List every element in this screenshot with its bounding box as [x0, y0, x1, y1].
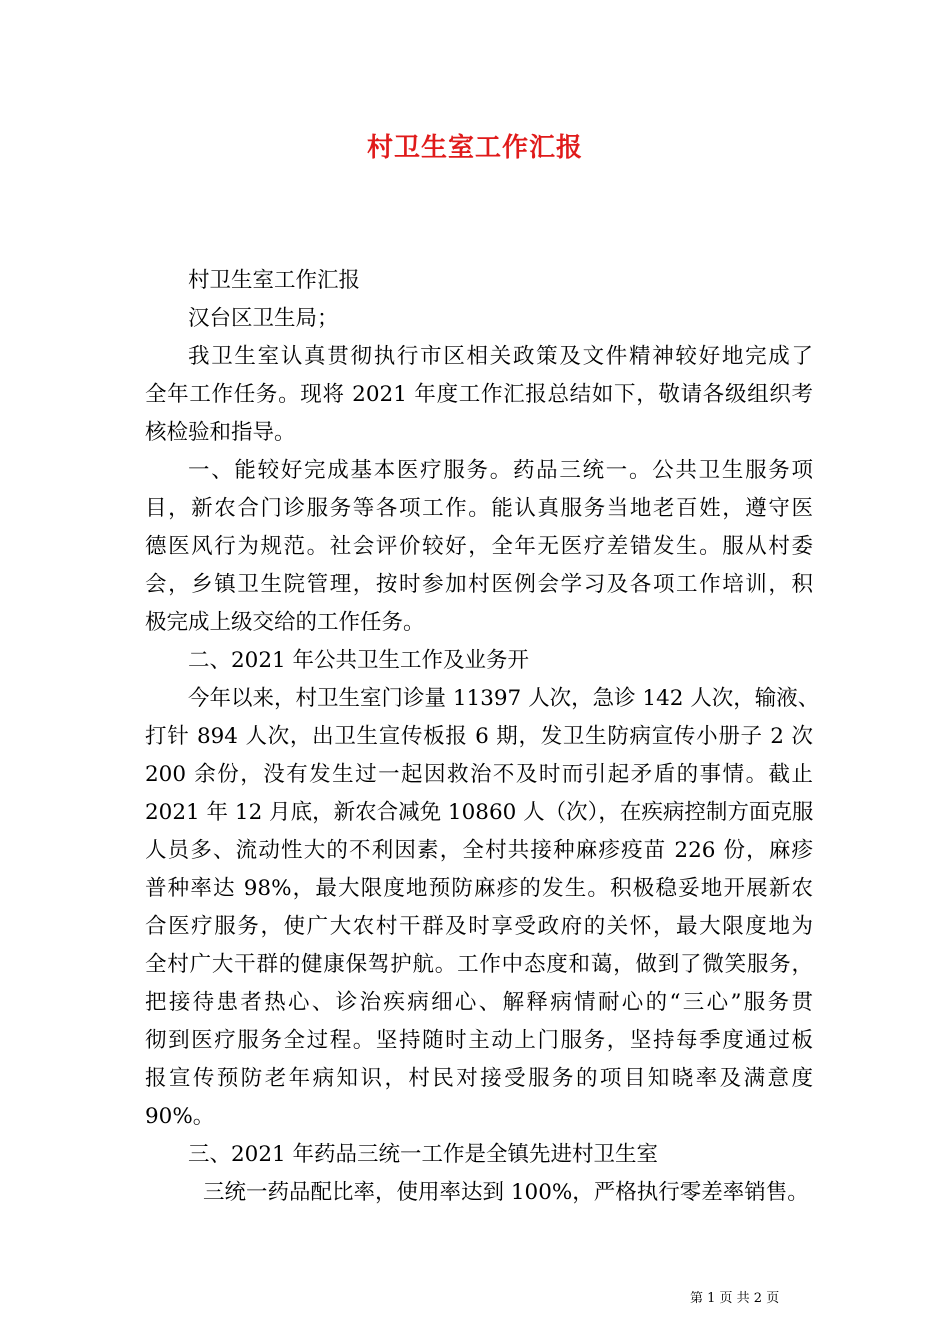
body-line: 我卫生室认真贯彻执行市区相关政策及文件精神较好地完成了: [188, 344, 813, 369]
body-line: 彻到医疗服务全过程。坚持随时主动上门服务，坚持每季度通过板: [145, 1028, 813, 1053]
body-line: 汉台区卫生局；: [188, 306, 339, 331]
body-line: 核检验和指导。: [145, 420, 296, 445]
body-line: 全村广大干群的健康保驾护航。工作中态度和蔼，做到了微笑服务，: [145, 952, 813, 977]
body-line: 90%。: [145, 1104, 215, 1129]
body-line: 2021 年 12 月底，新农合减免 10860 人（次），在疾病控制方面克服: [145, 800, 814, 825]
body-line: 合医疗服务，使广大农村干群及时享受政府的关怀，最大限度地为: [145, 914, 813, 939]
body-line: 把接待患者热心、诊治疾病细心、解释病情耐心的“三心”服务贯: [145, 990, 813, 1015]
body-line: 二、2021 年公共卫生工作及业务开: [188, 648, 530, 673]
body-line: 打针 894 人次，出卫生宣传板报 6 期，发卫生防病宣传小册子 2 次: [145, 724, 813, 749]
body-line: 极完成上级交给的工作任务。: [145, 610, 425, 635]
page-title: 村卫生室工作汇报: [366, 133, 583, 163]
body-line: 三统一药品配比率，使用率达到 100%，严格执行零差率销售。: [203, 1180, 809, 1205]
body-line: 200 余份，没有发生过一起因救治不及时而引起矛盾的事情。截止: [145, 762, 813, 787]
body-line: 德医风行为规范。社会评价较好，全年无医疗差错发生。服从村委: [145, 534, 813, 559]
body-line: 村卫生室工作汇报: [188, 268, 361, 293]
body-line: 今年以来，村卫生室门诊量 11397 人次，急诊 142 人次，输液、: [188, 686, 820, 711]
page-indicator: 第 1 页 共 2 页: [690, 1291, 780, 1306]
body-line: 普种率达 98%，最大限度地预防麻疹的发生。积极稳妥地开展新农: [145, 876, 813, 901]
body-line: 全年工作任务。现将 2021 年度工作汇报总结如下，敬请各级组织考: [145, 382, 813, 407]
body-line: 会，乡镇卫生院管理，按时参加村医例会学习及各项工作培训，积: [145, 572, 813, 597]
body-line: 目，新农合门诊服务等各项工作。能认真服务当地老百姓，遵守医: [145, 496, 813, 521]
body-line: 三、2021 年药品三统一工作是全镇先进村卫生室: [188, 1142, 659, 1167]
body-line: 人员多、流动性大的不利因素，全村共接种麻疹疫苗 226 份，麻疹: [145, 838, 813, 863]
document-body: [145, 262, 820, 1212]
body-line: 报宣传预防老年病知识，村民对接受服务的项目知晓率及满意度: [145, 1066, 813, 1091]
body-line: 一、能较好完成基本医疗服务。药品三统一。公共卫生服务项: [188, 458, 813, 483]
